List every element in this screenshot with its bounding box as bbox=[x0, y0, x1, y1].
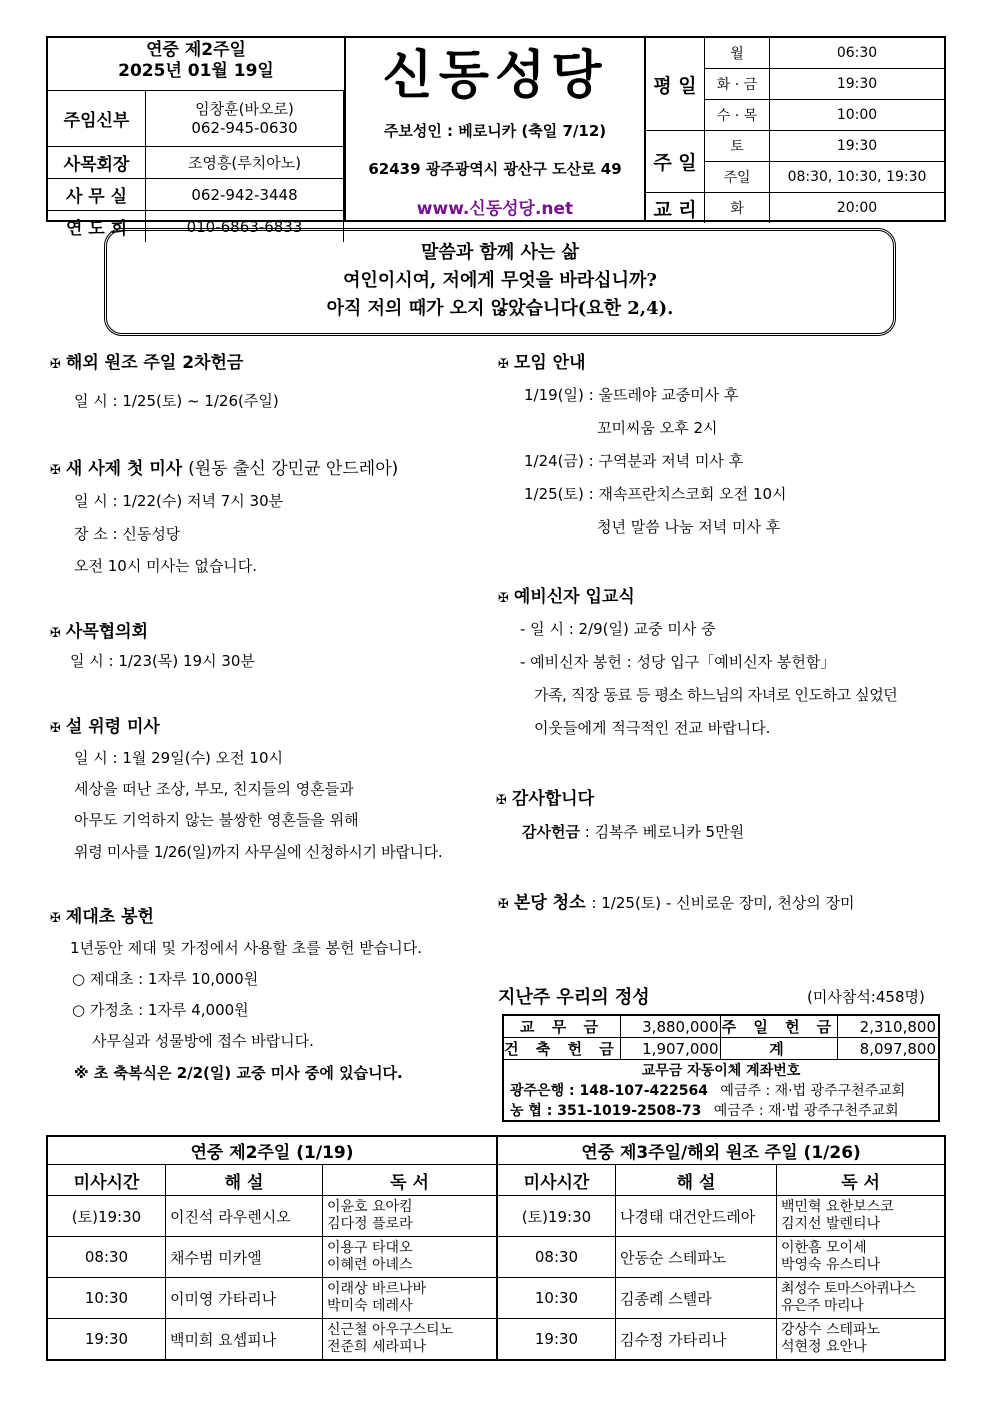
notice-line: 일 시 : 1/22(수) 저녁 7시 30분 bbox=[74, 492, 284, 510]
cross-mark-icon: ✠ bbox=[50, 463, 61, 478]
section-title-text: 설 위령 미사 bbox=[65, 717, 160, 737]
section-title-text: 모임 안내 bbox=[513, 353, 586, 373]
pastor-phone: 062-945-0630 bbox=[191, 118, 298, 137]
header-middle bbox=[346, 38, 644, 220]
cross-mark-icon: ✠ bbox=[50, 357, 61, 372]
banner-line: 여인이시여, 저에게 무엇을 바라십니까? bbox=[343, 270, 657, 291]
sched-time: 19:30 bbox=[770, 131, 945, 162]
info-table bbox=[48, 90, 344, 242]
banner-line: 아직 저의 때가 오지 않았습니다(요한 2,4). bbox=[326, 298, 674, 319]
reader: 박미숙 데레사 bbox=[327, 1298, 413, 1314]
section-title bbox=[498, 582, 635, 607]
cross-mark-icon: ✠ bbox=[50, 911, 61, 926]
catechism-label: 교 리 bbox=[646, 193, 705, 224]
notice-line: 일 시 : 1/23(목) 19시 30분 bbox=[70, 652, 255, 670]
readers bbox=[777, 1319, 946, 1361]
commentator: 김종례 스텔라 bbox=[616, 1278, 777, 1319]
offering-label: 건 축 헌 금 bbox=[503, 1038, 620, 1060]
scripture-banner bbox=[104, 228, 896, 336]
sched-time: 06:30 bbox=[770, 38, 945, 69]
council-value: 조영흥(루치아노) bbox=[146, 147, 344, 179]
notice-line: 1/24(금) : 구역분과 저녁 미사 후 bbox=[524, 452, 744, 470]
reader: 신근철 아우구스티노 bbox=[327, 1322, 454, 1338]
col-read: 독 서 bbox=[323, 1165, 498, 1196]
commentator: 채수범 미카엘 bbox=[166, 1237, 323, 1278]
mass-time: 10:30 bbox=[47, 1278, 166, 1319]
section-title bbox=[50, 348, 243, 373]
banner-line: 말씀과 함께 사는 삶 bbox=[421, 242, 579, 263]
notice-line: 일 시 : 1/25(토) ~ 1/26(주일) bbox=[74, 392, 279, 410]
mass-time: (토)19:30 bbox=[497, 1196, 616, 1237]
cross-mark-icon: ✠ bbox=[496, 793, 507, 808]
header-box bbox=[46, 36, 946, 239]
header-left bbox=[48, 38, 346, 239]
sched-day: 수 · 목 bbox=[705, 100, 770, 131]
section-title-text: 감사합니다 bbox=[511, 789, 595, 809]
week-title: 연중 제2주일 bbox=[146, 40, 246, 60]
section-title bbox=[50, 902, 154, 927]
section-subtitle: (원동 출신 강민균 안드레아) bbox=[188, 459, 399, 479]
prayer-group-phone: 010-6863-6833 bbox=[146, 211, 344, 243]
sched-day: 토 bbox=[705, 131, 770, 162]
sched-time: 20:00 bbox=[770, 193, 945, 224]
mass-time: (토)19:30 bbox=[47, 1196, 166, 1237]
section-title-text: 해외 원조 주일 2차헌금 bbox=[65, 353, 244, 373]
attendance-count: (미사참석:458명) bbox=[807, 988, 925, 1006]
notice-line: 오전 10시 미사는 없습니다. bbox=[74, 557, 258, 575]
offering-value: 8,097,800 bbox=[838, 1038, 939, 1060]
section-title-text: 본당 청소 bbox=[513, 893, 586, 913]
reader: 최성수 토마스아퀴나스 bbox=[781, 1281, 916, 1297]
cross-mark-icon: ✠ bbox=[50, 721, 61, 736]
section-title bbox=[498, 888, 855, 913]
section-title bbox=[498, 348, 586, 373]
commentator: 이진석 라우렌시오 bbox=[166, 1196, 323, 1237]
mass-time: 10:30 bbox=[497, 1278, 616, 1319]
notice-line: 세상을 떠난 조상, 부모, 친지들의 영혼들과 bbox=[74, 780, 354, 798]
sched-time: 08:30, 10:30, 19:30 bbox=[770, 162, 945, 193]
section-title bbox=[50, 712, 160, 737]
section-title-text: 새 사제 첫 미사 bbox=[65, 459, 183, 479]
readers bbox=[777, 1278, 946, 1319]
reader: 석현정 요안나 bbox=[781, 1339, 867, 1355]
offering-value: 2,310,800 bbox=[838, 1015, 939, 1038]
table-row bbox=[47, 1196, 945, 1237]
table-row bbox=[47, 1319, 945, 1361]
office-phone: 062-942-3448 bbox=[146, 179, 344, 211]
offering-value: 3,880,000 bbox=[620, 1015, 721, 1038]
address-line: 62439 광주광역시 광산구 도산로 49 bbox=[368, 160, 622, 178]
reader: 이윤호 요아킴 bbox=[327, 1199, 413, 1215]
account-row bbox=[503, 1100, 939, 1121]
col-comm: 해 설 bbox=[616, 1165, 777, 1196]
pastor-value bbox=[146, 91, 344, 147]
reader: 이한흠 모이세 bbox=[781, 1240, 867, 1256]
section-title-text: 예비신자 입교식 bbox=[513, 587, 635, 607]
readers bbox=[323, 1196, 498, 1237]
notice-line: 아무도 기억하지 않는 불쌍한 영혼들을 위해 bbox=[74, 811, 359, 829]
offering-table bbox=[502, 1014, 940, 1122]
col-time: 미사시간 bbox=[47, 1165, 166, 1196]
col-comm: 해 설 bbox=[166, 1165, 323, 1196]
pastor-name: 임창훈(바오로) bbox=[195, 99, 294, 118]
office-label: 사 무 실 bbox=[48, 179, 146, 211]
sched-day: 화 · 금 bbox=[705, 69, 770, 100]
commentator: 나경태 대건안드레아 bbox=[616, 1196, 777, 1237]
col-time: 미사시간 bbox=[497, 1165, 616, 1196]
readers bbox=[323, 1237, 498, 1278]
thanks-line bbox=[522, 821, 744, 842]
section-title bbox=[496, 784, 594, 809]
notice-line: - 일 시 : 2/9(일) 교중 미사 중 bbox=[520, 620, 716, 638]
header-schedule bbox=[644, 38, 944, 220]
offering-label: 교 무 금 bbox=[503, 1015, 620, 1038]
weekday-label: 평 일 bbox=[646, 38, 705, 131]
section-title bbox=[50, 454, 398, 479]
sunday-label: 주 일 bbox=[646, 131, 705, 193]
reader: 박영숙 유스티나 bbox=[781, 1257, 881, 1273]
notice-line: 1/25(토) : 재속프란치스코회 오전 10시 bbox=[524, 485, 787, 503]
reader: 강상수 스테파노 bbox=[781, 1322, 881, 1338]
notice-line: 위령 미사를 1/26(일)까지 사무실에 신청하시기 바랍니다. bbox=[74, 843, 443, 861]
cleaning-text: : 1/25(토) - 신비로운 장미, 천상의 장미 bbox=[591, 894, 855, 912]
notice-line: ○ 제대초 : 1자루 10,000원 bbox=[72, 970, 259, 988]
section-title bbox=[50, 617, 148, 642]
transfer-title: 교무금 자동이체 계좌번호 bbox=[503, 1060, 939, 1081]
sched-day: 주일 bbox=[705, 162, 770, 193]
readers bbox=[323, 1319, 498, 1361]
account-number: 광주은행 : 148-107-422564 bbox=[510, 1083, 708, 1099]
notice-line: 가족, 직장 동료 등 평소 하느님의 자녀로 인도하고 싶었던 bbox=[534, 686, 898, 704]
reader: 이래상 바르나바 bbox=[327, 1281, 427, 1297]
patron-line: 주보성인 : 베로니카 (축일 7/12) bbox=[383, 122, 607, 140]
notice-line: - 예비신자 봉헌 : 성당 입구「예비신자 봉헌함」 bbox=[520, 653, 836, 671]
roster-title-right: 연중 제3주일/해외 원조 주일 (1/26) bbox=[497, 1136, 945, 1165]
prayer-group-label: 연 도 회 bbox=[48, 211, 146, 243]
reader: 전준희 세라피나 bbox=[327, 1339, 427, 1355]
commentator: 이미영 가타리나 bbox=[166, 1278, 323, 1319]
notice-line: 사무실과 성물방에 접수 바랍니다. bbox=[92, 1032, 314, 1050]
mass-roster-table bbox=[46, 1135, 946, 1361]
offering-value: 1,907,000 bbox=[620, 1038, 721, 1060]
reader: 유은주 마리나 bbox=[781, 1298, 864, 1314]
roster-title-left: 연중 제2주일 (1/19) bbox=[47, 1136, 497, 1165]
section-title-text: 사목협의회 bbox=[65, 622, 149, 642]
table-row bbox=[47, 1278, 945, 1319]
account-number: 농 협 : 351-1019-2508-73 bbox=[510, 1103, 702, 1119]
cross-mark-icon: ✠ bbox=[498, 897, 509, 912]
mass-time: 08:30 bbox=[497, 1237, 616, 1278]
notice-line: 1/19(일) : 울뜨레야 교중미사 후 bbox=[524, 386, 739, 404]
readers bbox=[777, 1196, 946, 1237]
offering-label: 계 bbox=[721, 1038, 838, 1060]
notice-line: 이웃들에게 적극적인 전교 바랍니다. bbox=[534, 719, 771, 737]
reader: 김다정 플로라 bbox=[327, 1216, 413, 1232]
section-title-text: 제대초 봉헌 bbox=[65, 907, 154, 927]
thanks-text: : 김복주 베로니카 5만원 bbox=[584, 823, 745, 841]
cross-mark-icon: ✠ bbox=[498, 591, 509, 606]
commentator: 백미희 요셉피나 bbox=[166, 1319, 323, 1361]
commentator: 김수정 가타리나 bbox=[616, 1319, 777, 1361]
mass-time: 19:30 bbox=[497, 1319, 616, 1361]
mass-time: 19:30 bbox=[47, 1319, 166, 1361]
thanks-label: 감사헌금 bbox=[522, 823, 580, 841]
week-date: 2025년 01월 19일 bbox=[118, 61, 274, 81]
offering-label: 주 일 헌 금 bbox=[721, 1015, 838, 1038]
account-row bbox=[503, 1080, 939, 1100]
notice-line: 꼬미씨움 오후 2시 bbox=[597, 419, 718, 437]
notice-line: 청년 말씀 나눔 저녁 미사 후 bbox=[597, 518, 781, 536]
council-label: 사목회장 bbox=[48, 147, 146, 179]
account-holder: 예금주 : 재·법 광주구천주교회 bbox=[720, 1083, 906, 1099]
reader: 김지선 발렌티나 bbox=[781, 1216, 881, 1232]
reader: 이용구 타대오 bbox=[327, 1240, 413, 1256]
mass-schedule-table bbox=[646, 38, 944, 223]
sched-time: 19:30 bbox=[770, 69, 945, 100]
notice-line: 1년동안 제대 및 가정에서 사용할 초를 봉헌 받습니다. bbox=[70, 939, 422, 957]
website-link[interactable]: www.신동성당.net bbox=[416, 199, 574, 219]
cross-mark-icon: ✠ bbox=[498, 357, 509, 372]
mass-time: 08:30 bbox=[47, 1237, 166, 1278]
readers bbox=[777, 1237, 946, 1278]
account-holder: 예금주 : 재·법 광주구천주교회 bbox=[713, 1103, 899, 1119]
readers bbox=[323, 1278, 498, 1319]
pastor-label: 주임신부 bbox=[48, 91, 146, 147]
sched-day: 화 bbox=[705, 193, 770, 224]
table-row bbox=[47, 1237, 945, 1278]
notice-line: 장 소 : 신동성당 bbox=[74, 525, 181, 543]
col-read: 독 서 bbox=[777, 1165, 946, 1196]
notice-line: 일 시 : 1월 29일(수) 오전 10시 bbox=[74, 749, 284, 767]
reader: 이혜련 아녜스 bbox=[327, 1257, 413, 1273]
notice-line: ○ 가정초 : 1자루 4,000원 bbox=[72, 1001, 249, 1019]
notice-line: ※ 초 축복식은 2/2(일) 교중 미사 중에 있습니다. bbox=[74, 1064, 403, 1082]
sched-day: 월 bbox=[705, 38, 770, 69]
cross-mark-icon: ✠ bbox=[50, 626, 61, 641]
sched-time: 10:00 bbox=[770, 100, 945, 131]
reader: 백민혁 요한보스코 bbox=[781, 1199, 894, 1215]
commentator: 안동순 스테파노 bbox=[616, 1237, 777, 1278]
church-name: 신동성당 bbox=[382, 45, 608, 106]
offering-title: 지난주 우리의 정성 bbox=[498, 987, 650, 1008]
